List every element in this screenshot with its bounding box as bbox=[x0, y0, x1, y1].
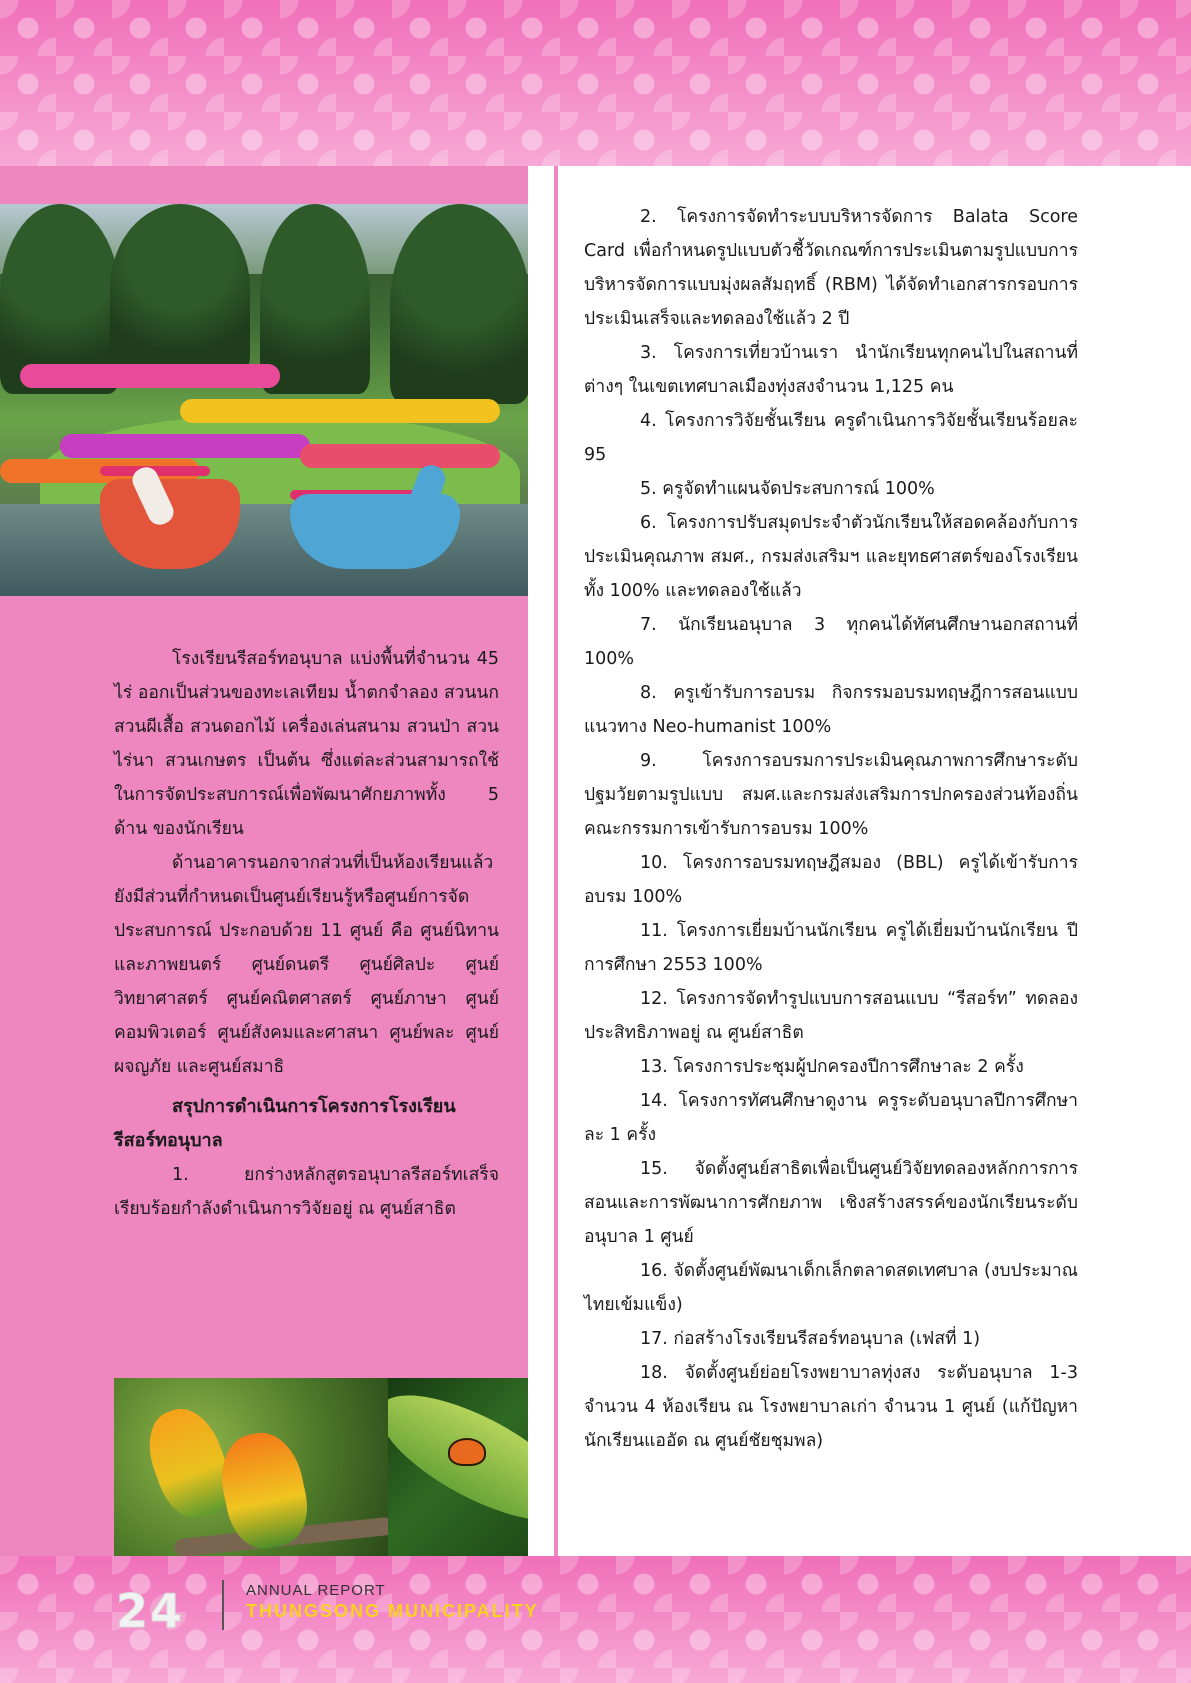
project-item-8: 8. ครูเข้ารับการอบรม กิจกรรมอบรมทฤษฎีการสอนแบบแนวทาง Neo-humanist 100% bbox=[584, 683, 1078, 737]
annual-report-label: ANNUAL REPORT bbox=[246, 1582, 386, 1599]
project-item-4: 4. โครงการวิจัยชั้นเรียน ครูดำเนินการวิจัยชั้นเรียนร้อยละ 95 bbox=[584, 411, 1078, 465]
decorative-header-band bbox=[0, 0, 1191, 166]
project-item-17: 17. ก่อสร้างโรงเรียนรีสอร์ทอนุบาล (เฟสที่ 1) bbox=[640, 1329, 981, 1349]
municipality-label: THUNGSONG MUNICIPALITY bbox=[246, 1601, 539, 1621]
project-item-14: 14. โครงการทัศนศึกษาดูงาน ครูระดับอนุบาลปีการศึกษาละ 1 ครั้ง bbox=[584, 1091, 1078, 1145]
project-item-12: 12. โครงการจัดทำรูปแบบการสอนแบบ “รีสอร์ท” ทดลองประสิทธิภาพอยู่ ณ ศูนย์สาธิต bbox=[584, 989, 1078, 1043]
footer-divider bbox=[222, 1580, 224, 1630]
section-heading: สรุปการดำเนินการโครงการโรงเรียนรีสอร์ทอนุบาล bbox=[114, 1096, 456, 1151]
garden-swan-boat-photo bbox=[0, 204, 528, 596]
project-item-7: 7. นักเรียนอนุบาล 3 ทุกคนได้ทัศนศึกษานอกสถานที่ 100% bbox=[584, 615, 1078, 669]
project-list bbox=[584, 200, 1078, 1458]
project-item-13: 13. โครงการประชุมผู้ปกครองปีการศึกษาละ 2 ครั้ง bbox=[640, 1057, 1024, 1077]
project-item-1: 1. ยกร่างหลักสูตรอนุบาลรีสอร์ทเสร็จเรียบร้อยกำลังดำเนินการวิจัยอยู่ ณ ศูนย์สาธิต bbox=[114, 1165, 499, 1219]
building-paragraph: ด้านอาคารนอกจากส่วนที่เป็นห้องเรียนแล้ว ยังมีส่วนที่กำหนดเป็นศูนย์เรียนรู้หรือศูนย์การจัดประสบการณ์ ประกอบด้วย 11 ศูนย์ คือ ศูนย์นิทานและภาพยนตร์ ศูนย์ดนตรี ศูนย์ศิลปะ ศูนย์วิทยาศาสตร์ ศูนย์คณิตศาสตร์ ศูนย์ภาษา ศูนย์คอมพิวเตอร์ ศูนย์สังคมและศาสนา ศูนย์พละ ศูนย์ผจญภัย และศูนย์สมาธิ bbox=[114, 853, 499, 1077]
project-item-10: 10. โครงการอบรมทฤษฎีสมอง (BBL) ครูได้เข้ารับการอบรม 100% bbox=[584, 853, 1078, 907]
left-text-block bbox=[114, 642, 499, 1226]
project-item-2: 2. โครงการจัดทำระบบบริหารจัดการ Balata Score Card เพื่อกำหนดรูปแบบตัวชี้วัดเกณฑ์การประเมินตามรูปแบบการบริหารจัดการแบบมุ่งผลสัมฤทธิ์ (RBM) ได้จัดทำเอกสารกรอบการประเมินเสร็จและทดลองใช้แล้ว 2 ปี bbox=[584, 207, 1078, 329]
project-item-16: 16. จัดตั้งศูนย์พัฒนาเด็กเล็กตลาดสดเทศบาล (งบประมาณไทยเข้มแข็ง) bbox=[584, 1261, 1078, 1315]
project-item-5: 5. ครูจัดทำแผนจัดประสบการณ์ 100% bbox=[640, 479, 935, 499]
parrots-photo bbox=[114, 1378, 388, 1556]
page-number: 24 bbox=[116, 1584, 185, 1638]
project-item-9: 9. โครงการอบรมการประเมินคุณภาพการศึกษาระดับปฐมวัยตามรูปแบบ สมศ.และกรมส่งเสริมการปกครองส่วนท้องถิ่น คณะกรรมการเข้ารับการอบรม 100% bbox=[584, 751, 1078, 839]
project-item-18: 18. จัดตั้งศูนย์ย่อยโรงพยาบาลทุ่งสง ระดับอนุบาล 1-3 จำนวน 4 ห้องเรียน ณ โรงพยาบาลเก่า จำนวน 1 ศูนย์ (แก้ปัญหานักเรียนแออัด ณ ศูนย์ชัยชุมพล) bbox=[584, 1363, 1078, 1451]
project-item-3: 3. โครงการเที่ยวบ้านเรา นำนักเรียนทุกคนไปในสถานที่ต่างๆ ในเขตเทศบาลเมืองทุ่งสงจำนวน 1,125 คน bbox=[584, 343, 1078, 397]
project-item-15: 15. จัดตั้งศูนย์สาธิตเพื่อเป็นศูนย์วิจัยทดลองหลักการการสอนและการพัฒนาการศักยภาพ เชิงสร้างสรรค์ของนักเรียนระดับอนุบาล 1 ศูนย์ bbox=[584, 1159, 1078, 1247]
project-item-6: 6. โครงการปรับสมุดประจำตัวนักเรียนให้สอดคล้องกับการประเมินคุณภาพ สมศ., กรมส่งเสริมฯ และยุทธศาสตร์ของโรงเรียนทั้ง 100% และทดลองใช้แล้ว bbox=[584, 513, 1078, 601]
intro-paragraph: โรงเรียนรีสอร์ทอนุบาล แบ่งพื้นที่จำนวน 45 ไร่ ออกเป็นส่วนของทะเลเทียม น้ำตกจำลอง สวนนก สวนผีเสื้อ สวนดอกไม้ เครื่องเล่นสนาม สวนป่า สวนไร่นา สวนเกษตร เป็นต้น ซึ่งแต่ละส่วนสามารถใช้ในการจัดประสบการณ์เพื่อพัฒนาศักยภาพทั้ง 5 ด้าน ของนักเรียน bbox=[114, 649, 499, 839]
butterfly-leaf-photo bbox=[388, 1378, 528, 1556]
column-divider bbox=[528, 166, 554, 1556]
project-item-11: 11. โครงการเยี่ยมบ้านนักเรียน ครูได้เยี่ยมบ้านนักเรียน ปีการศึกษา 2553 100% bbox=[584, 921, 1078, 975]
